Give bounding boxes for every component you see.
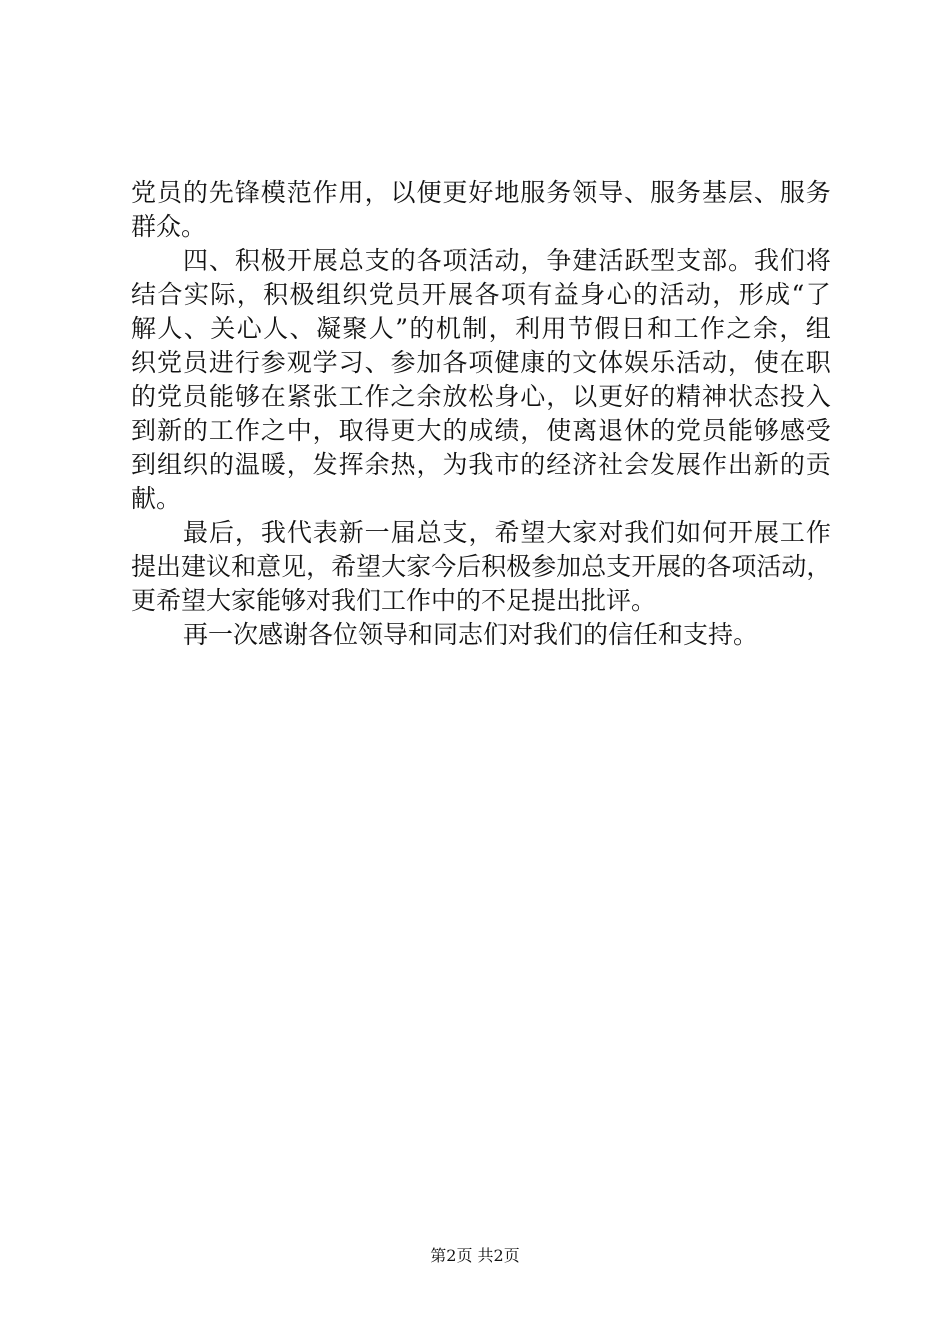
- text-line: 解 人 、 关 心 人 、 凝 聚 人 ” 的 机 制 ， 利 用 节 假 日 和 工 作 之 余 ， 组: [131, 314, 831, 343]
- text-line: 的 党 员 能 够 在 紧 张 工 作 之 余 放 松 身 心 ， 以 更 好 的 精 神 状 态 投 入: [131, 382, 831, 411]
- page-footer: 第2页 共2页: [430, 1246, 520, 1265]
- text-line: 最 后 ， 我 代 表 新 一 届 总 支 ， 希 望 大 家 对 我 们 如 何 开 展 工 作: [183, 518, 831, 547]
- text-line: 群众。: [131, 212, 207, 241]
- text-line: 到 组 织 的 温 暖 ， 发 挥 余 热 ， 为 我 市 的 经 济 社 会 发 展 作 出 新 的 贡: [131, 450, 831, 479]
- document-body: [131, 176, 831, 652]
- text-line: 织 党 员 进 行 参 观 学 习 、 参 加 各 项 健 康 的 文 体 娱 乐 活 动 ， 使 在 职: [131, 348, 831, 377]
- text-line: 再一次感谢各位领导和同志们对我们的信任和支持。: [183, 620, 759, 649]
- text-line: 更希望大家能够对我们工作中的不足提出批评。: [131, 586, 657, 615]
- text-line: 四 、 积 极 开 展 总 支 的 各 项 活 动 ， 争 建 活 跃 型 支 部 。 我 们 将: [183, 246, 831, 275]
- text-line: 结 合 实 际 ， 积 极 组 织 党 员 开 展 各 项 有 益 身 心 的 活 动 ， 形 成 “ 了: [131, 280, 831, 309]
- text-line: 到 新 的 工 作 之 中 ， 取 得 更 大 的 成 绩 ， 使 离 退 休 的 党 员 能 够 感 受: [131, 416, 831, 445]
- text-line: 献。: [131, 484, 182, 513]
- text-line: 党 员 的 先 锋 模 范 作 用 ， 以 便 更 好 地 服 务 领 导 、 服 务 基 层 、 服 务: [131, 178, 831, 207]
- text-line: 提 出 建 议 和 意 见 ， 希 望 大 家 今 后 积 极 参 加 总 支 开 展 的 各 项 活 动 ，: [131, 552, 832, 581]
